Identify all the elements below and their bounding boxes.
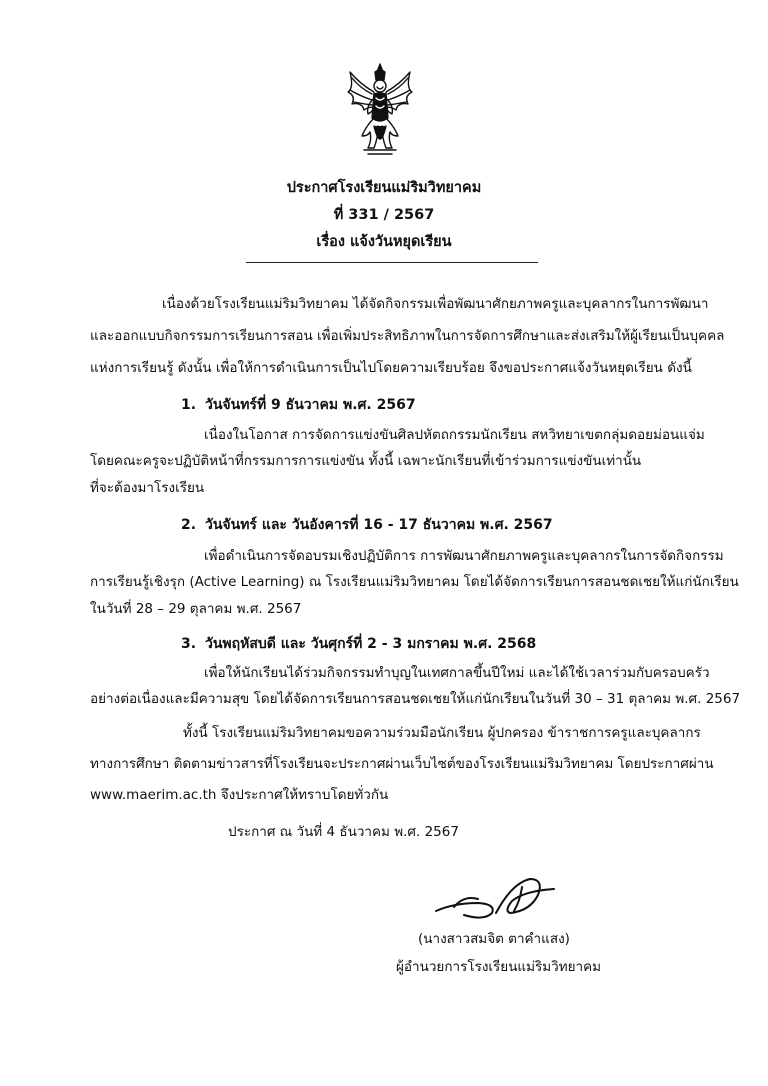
holiday-item-detail: ที่จะต้องมาโรงเรียน bbox=[90, 480, 205, 496]
intro-line: แห่งการเรียนรู้ ดังนั้น เพื่อให้การดำเนินการเป็นไปโดยความเรียบร้อย จึงขอประกาศแจ้งวันหยุดเรียน ดังนี้ bbox=[90, 360, 692, 376]
intro-line: และออกแบบกิจกรรมการเรียนการสอน เพื่อเพิ่มประสิทธิภาพในการจัดการศึกษาและส่งเสริมให้ผู้เรียนเป็นบุคคล bbox=[90, 328, 725, 344]
holiday-item-detail: ในวันที่ 28 – 29 ตุลาคม พ.ศ. 2567 bbox=[90, 601, 302, 617]
closing-line: www.maerim.ac.th จึงประกาศให้ทราบโดยทั่วกัน bbox=[90, 787, 389, 803]
holiday-item-detail: เพื่อให้นักเรียนได้ร่วมกิจกรรมทำบุญในเทศกาลขึ้นปีใหม่ และได้ใช้เวลาร่วมกับครอบครัว bbox=[204, 665, 710, 681]
title-divider bbox=[246, 262, 538, 263]
holiday-item-detail: อย่างต่อเนื่องและมีความสุข โดยได้จัดการเรียนการสอนชดเชยให้แก่นักเรียนในวันที่ 30 – 31 ตุลาคม พ.ศ. 2567 bbox=[90, 691, 741, 707]
holiday-item-number: 3. bbox=[181, 636, 197, 652]
holiday-item-detail: เพื่อดำเนินการจัดอบรมเชิงปฏิบัติการ การพัฒนาศักยภาพครูและบุคลากรในการจัดกิจกรรม bbox=[204, 548, 724, 564]
holiday-item-number: 2. bbox=[181, 517, 197, 533]
announcement-date: ประกาศ ณ วันที่ 4 ธันวาคม พ.ศ. 2567 bbox=[228, 824, 459, 840]
signer-position: ผู้อำนวยการโรงเรียนแม่ริมวิทยาคม bbox=[396, 959, 602, 975]
holiday-item-heading bbox=[181, 514, 553, 536]
announcement-title: ประกาศโรงเรียนแม่ริมวิทยาคม bbox=[286, 180, 482, 196]
closing-line: ทางการศึกษา ติดตามข่าวสารที่โรงเรียนจะประกาศผ่านเว็บไซต์ของโรงเรียนแม่ริมวิทยาคม โดยประกาศผ่าน bbox=[90, 756, 714, 772]
intro-line: เนื่องด้วยโรงเรียนแม่ริมวิทยาคม ได้จัดกิจกรรมเพื่อพัฒนาศักยภาพครูและบุคลากรในการพัฒนา bbox=[162, 296, 709, 312]
announcement-number: ที่ 331 / 2567 bbox=[333, 207, 435, 223]
holiday-item-date: วันจันทร์ที่ 9 ธันวาคม พ.ศ. 2567 bbox=[205, 397, 416, 413]
holiday-item-detail: โดยคณะครูจะปฏิบัติหน้าที่กรรมการการแข่งขัน ทั้งนี้ เฉพาะนักเรียนที่เข้าร่วมการแข่งขันเท่านั้น bbox=[90, 453, 642, 469]
holiday-item-detail: การเรียนรู้เชิงรุก (Active Learning) ณ โรงเรียนแม่ริมวิทยาคม โดยได้จัดการเรียนการสอนชดเชยให้แก่นักเรียน bbox=[90, 574, 739, 590]
holiday-item-heading bbox=[181, 394, 416, 416]
holiday-item-date: วันพฤหัสบดี และ วันศุกร์ที่ 2 - 3 มกราคม พ.ศ. 2568 bbox=[205, 636, 537, 652]
holiday-item-heading bbox=[181, 633, 536, 655]
holiday-item-detail: เนื่องในโอกาส การจัดการแข่งขันศิลปหัตถกรรมนักเรียน สหวิทยาเขตกลุ่มดอยม่อนแจ่ม bbox=[204, 427, 705, 443]
closing-line: ทั้งนี้ โรงเรียนแม่ริมวิทยาคมขอความร่วมมือนักเรียน ผู้ปกครอง ข้าราชการครูและบุคลากร bbox=[183, 725, 701, 741]
holiday-item-number: 1. bbox=[181, 397, 197, 413]
garuda-emblem-icon bbox=[344, 62, 416, 158]
signer-name: (นางสาวสมจิต ตาคำแสง) bbox=[418, 931, 570, 947]
announcement-subject: เรื่อง แจ้งวันหยุดเรียน bbox=[316, 234, 452, 250]
holiday-item-date: วันจันทร์ และ วันอังคารที่ 16 - 17 ธันวาคม พ.ศ. 2567 bbox=[205, 517, 553, 533]
handwritten-signature bbox=[434, 873, 564, 933]
